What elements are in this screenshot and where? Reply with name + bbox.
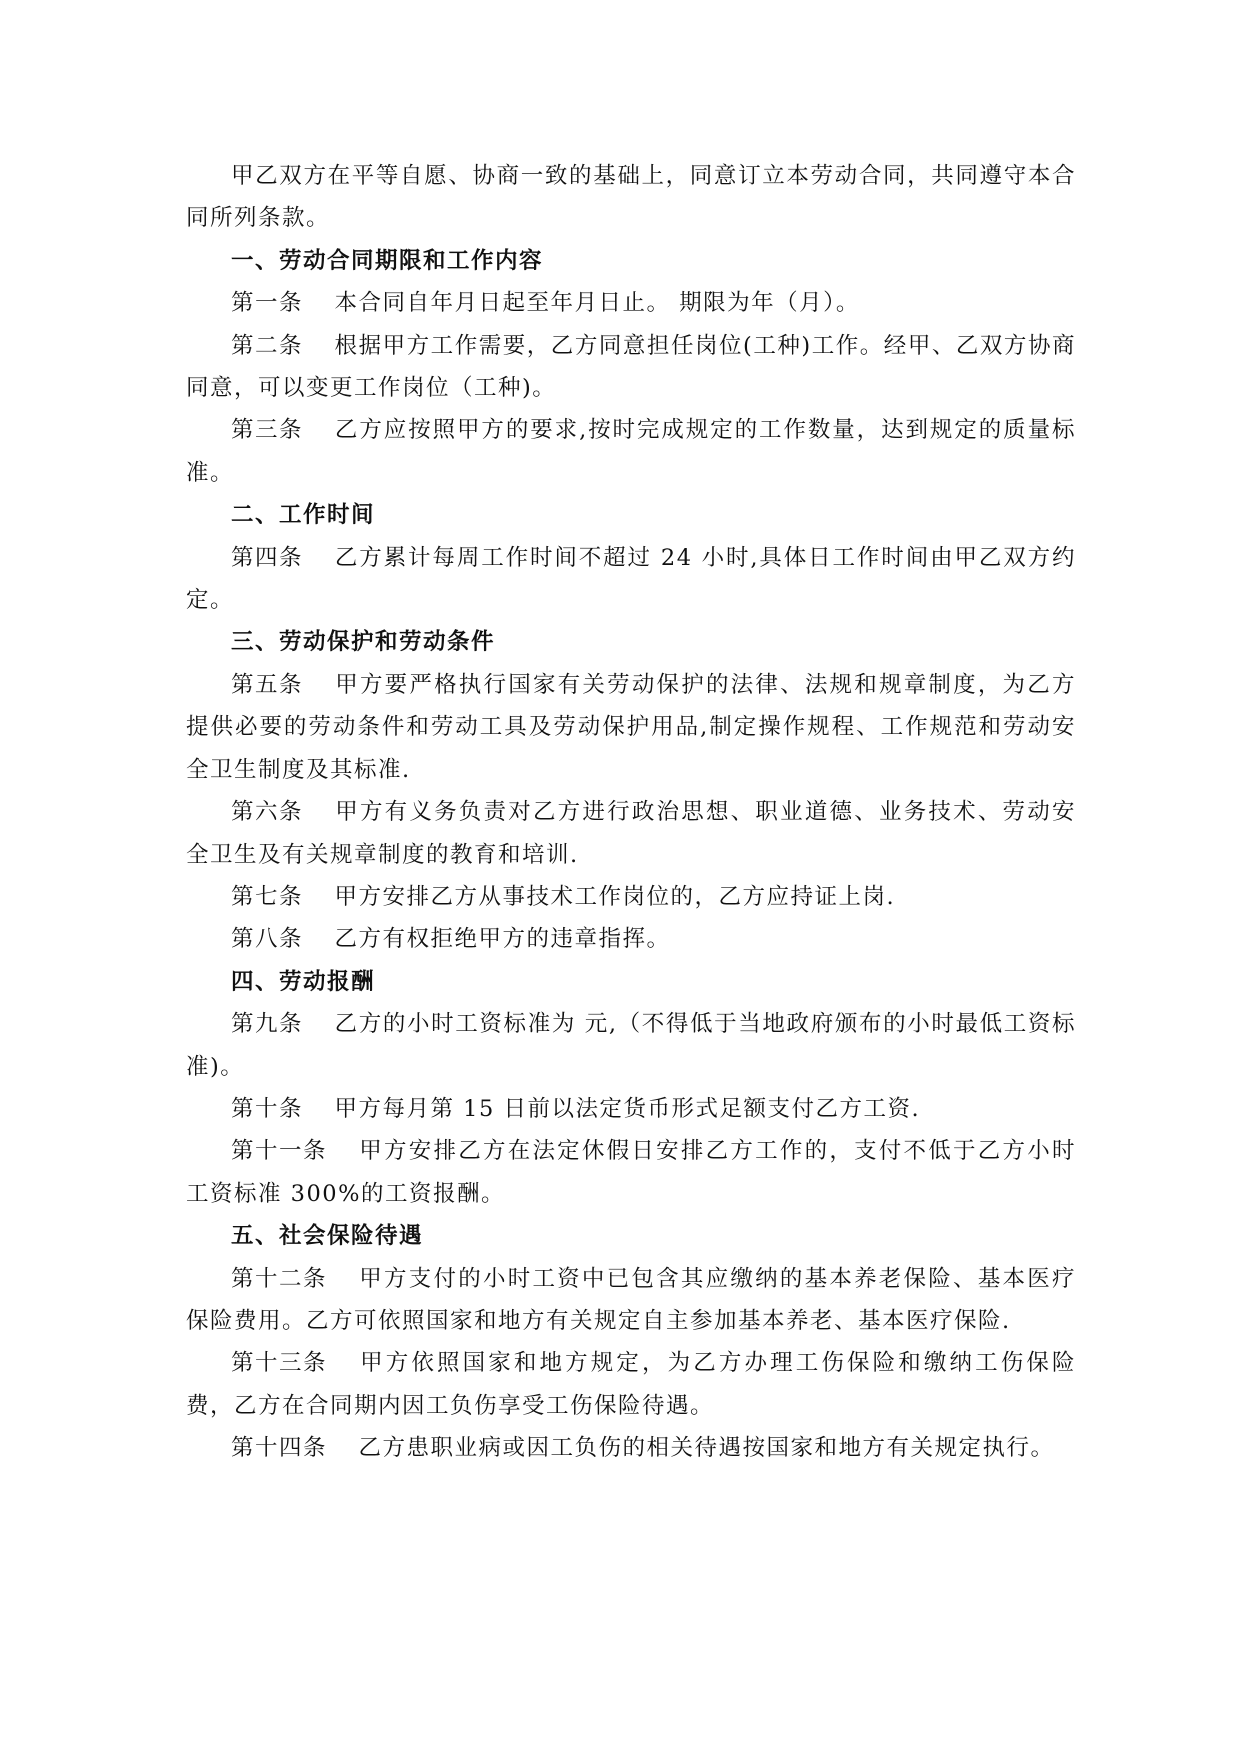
article-text: 乙方应按照甲方的要求,按时完成规定的工作数量，达到规定的质量标准。 [186,417,1076,486]
article-12 [186,1258,1076,1343]
article-number: 第五条 [231,671,304,698]
article-4 [186,537,1076,622]
article-9 [186,1003,1076,1088]
article-2 [186,325,1076,410]
article-number: 第十一条 [231,1138,328,1165]
article-number: 第四条 [231,544,304,571]
article-text: 甲方安排乙方在法定休假日安排乙方工作的，支付不低于乙方小时工资标准 300%的工资报酬。 [186,1138,1076,1207]
article-text: 甲方每月第 15 日前以法定货币形式足额支付乙方工资. [334,1095,921,1122]
article-number: 第十三条 [231,1350,328,1377]
article-text: 甲方要严格执行国家有关劳动保护的法律、法规和规章制度，为乙方提供必要的劳动条件和劳动工具及劳动保护用品,制定操作规程、工作规范和劳动安全卫生制度及其标准. [186,671,1076,783]
article-text: 乙方累计每周工作时间不超过 24 小时,具体日工作时间由甲乙双方约定。 [186,544,1076,614]
article-text: 乙方患职业病或因工负伤的相关待遇按国家和地方有关规定执行。 [358,1435,1055,1462]
article-text: 甲方依照国家和地方规定，为乙方办理工伤保险和缴纳工伤保险费，乙方在合同期内因工负伤享受工伤保险待遇。 [186,1350,1076,1419]
article-10 [186,1088,1076,1130]
article-text: 乙方有权拒绝甲方的违章指挥。 [334,926,671,953]
article-text: 甲方支付的小时工资中已包含其应缴纳的基本养老保险、基本医疗保险费用。乙方可依照国家和地方有关规定自主参加基本养老、基本医疗保险. [186,1265,1076,1334]
article-number: 第六条 [231,799,304,826]
article-number: 第九条 [231,1011,304,1038]
section-heading-term: 一、劳动合同期限和工作内容 [231,247,544,274]
article-text: 根据甲方工作需要，乙方同意担任岗位(工种)工作。经甲、乙双方协商同意，可以变更工作岗位（工种)。 [186,332,1076,402]
article-number: 第十二条 [231,1265,328,1292]
article-number: 第三条 [231,417,304,444]
article-6 [186,791,1076,876]
article-number: 第七条 [231,883,304,910]
article-13 [186,1342,1076,1427]
article-5 [186,664,1076,791]
article-number: 第十四条 [231,1435,328,1462]
article-text: 甲方安排乙方从事技术工作岗位的，乙方应持证上岗. [334,883,896,910]
article-text: 乙方的小时工资标准为 元,（不得低于当地政府颁布的小时最低工资标准)。 [186,1011,1076,1080]
article-1 [186,282,1076,324]
article-8 [186,918,1076,960]
section-heading-remuneration: 四、劳动报酬 [231,968,376,995]
article-text: 本合同自年月日起至年月日止。 期限为年（月）。 [334,290,860,317]
intro-paragraph: 甲乙双方在平等自愿、协商一致的基础上，同意订立本劳动合同，共同遵守本合同所列条款。 [186,163,1076,232]
contract-page [186,155,1076,1470]
article-3 [186,409,1076,494]
article-text: 甲方有义务负责对乙方进行政治思想、职业道德、业务技术、劳动安全卫生及有关规章制度的教育和培训. [186,799,1076,868]
section-heading-social-insurance: 五、社会保险待遇 [231,1223,424,1250]
article-number: 第十条 [231,1095,304,1122]
article-number: 第八条 [231,926,304,953]
article-number: 第一条 [231,290,304,317]
section-heading-working-hours: 二、工作时间 [231,502,376,529]
article-7 [186,876,1076,918]
section-heading-labor-protection: 三、劳动保护和劳动条件 [231,629,496,656]
article-14 [186,1427,1076,1469]
article-number: 第二条 [231,332,304,359]
article-11 [186,1130,1076,1215]
